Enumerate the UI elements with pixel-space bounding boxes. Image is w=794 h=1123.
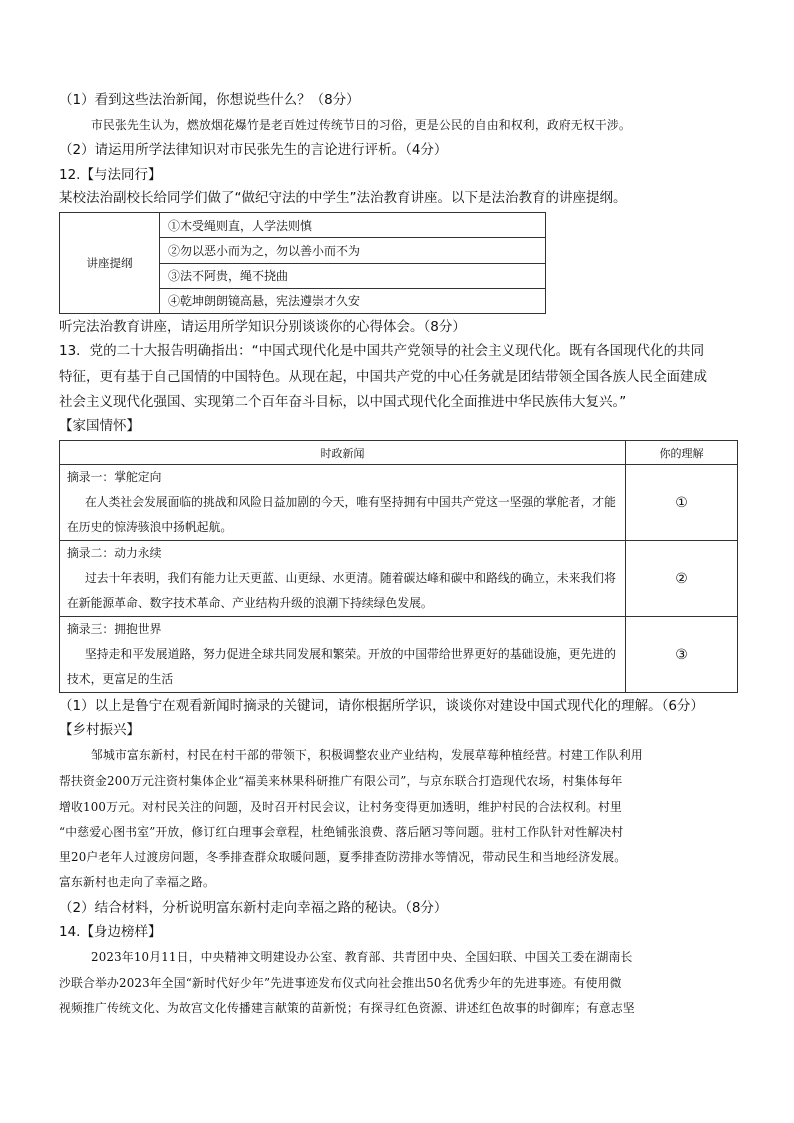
q13-stem: 13．党的二十大报告明确指出：“中国式现代化是中国共产党领导的社会主义现代化。既有各国现代化的共同 <box>59 343 705 359</box>
paragraph-line: 2023年10月11日，中央精神文明建设办公室、教育部、共青团中央、全国妇联、中国关工委在湖南长 <box>91 950 633 964</box>
answer-mark: ① <box>626 465 738 541</box>
news-text: 过去十年表明，我们有能力让天更蓝、山更绿、水更清。随着碳达峰和碳中和路线的确立，未来我们将在新能源革命、数字技术革命、产业结构升级的浪潮下持续绿色发展。 <box>67 571 616 610</box>
q14-title: 14.【身边榜样】 <box>59 924 162 940</box>
section-title: 【家国情怀】 <box>59 418 140 434</box>
q13-sub1: （1）以上是鲁宁在观看新闻时摘录的关键词，请你根据所学识，谈谈你对建设中国式现代化的理解。（6分） <box>59 698 704 714</box>
q11-quote: 市民张先生认为，燃放烟花爆竹是老百姓过传统节日的习俗，更是公民的自由和权利，政府无权干涉。 <box>91 118 631 132</box>
answer-mark: ② <box>626 541 738 617</box>
paragraph-line: 沙联合举办2023年全国“新时代好少年”先进事迹发布仪式向社会推出50名优秀少年的先进事迹。有使用微 <box>59 976 622 990</box>
news-cell <box>60 465 626 541</box>
column-header: 你的理解 <box>626 441 738 465</box>
news-cell <box>60 541 626 617</box>
outline-header: 讲座提纲 <box>60 213 160 314</box>
news-text: 在人类社会发展面临的挑战和风险日益加剧的今天，唯有坚持拥有中国共产党这一坚强的掌舵者，才能在历史的惊涛骇浪中扬帆起航。 <box>67 495 616 534</box>
paragraph-line: 里20户老年人过渡房问题，冬季排查群众取暖问题，夏季排查防涝排水等情况，带动民生和当地经济发展。 <box>59 850 627 864</box>
q13-sub2: （2）结合材料，分析说明富东新村走向幸福之路的秘诀。（8分） <box>59 900 448 916</box>
answer-mark: ③ <box>626 617 738 693</box>
outline-item: ③法不阿贵，绳不挠曲 <box>160 263 546 288</box>
news-table <box>59 440 738 693</box>
news-text: 坚持走和平发展道路，努力促进全球共同发展和繁荣。开放的中国带给世界更好的基础设施，更先进的技术，更富足的生活 <box>67 647 616 686</box>
q11-sub2: （2）请运用所学法律知识对市民张先生的言论进行评析。（4分） <box>59 142 448 158</box>
paragraph-line: 富东新村也走向了幸福之路。 <box>59 875 215 889</box>
q13-stem: 特征，更有基于自己国情的中国特色。从现在起，中国共产党的中心任务就是团结带领全国各族人民全面建成 <box>59 369 707 385</box>
q12-intro: 某校法治副校长给同学们做了“做纪守法的中学生”法治教育讲座。以下是法治教育的讲座提纲。 <box>59 190 627 206</box>
lecture-outline-table <box>59 212 546 314</box>
q12-title: 12.【与法同行】 <box>59 167 162 183</box>
news-title: 摘录二：动力永续 <box>67 546 162 560</box>
column-header: 时政新闻 <box>60 441 626 465</box>
paragraph-line: 邹城市富东新村，村民在村干部的带领下，积极调整农业产业结构，发展草莓种植经营。村建工作队利用 <box>91 748 643 762</box>
section-title: 【乡村振兴】 <box>59 722 140 738</box>
q11-sub1: （1）看到这些法治新闻，你想说些什么？（8分） <box>59 92 360 108</box>
outline-item: ①木受绳则直，人学法则慎 <box>160 213 546 238</box>
paragraph-line: 帮扶资金200万元注资村集体企业“福美来林果科研推广有限公司”，与京东联合打造现代农场，村集体每年 <box>59 774 623 788</box>
paragraph-line: 增收100万元。对村民关注的问题，及时召开村民会议，让村务变得更加透明，维护村民的合法权利。村里 <box>59 800 622 814</box>
news-title: 摘录三：拥抱世界 <box>67 622 162 636</box>
paragraph-line: “中慈爱心图书室”开放，修订红白理事会章程，杜绝铺张浪费、落后陋习等问题。驻村工作队针对性解决村 <box>59 825 624 839</box>
news-cell <box>60 617 626 693</box>
outline-item: ④乾坤朗朗镜高悬，宪法遵崇才久安 <box>160 288 546 313</box>
outline-item: ②勿以恶小而为之，勿以善小而不为 <box>160 238 546 263</box>
paragraph-line: 视频推广传统文化、为故宫文化传播建言献策的苗新悦；有探寻红色资源、讲述红色故事的时御库；有意志坚 <box>59 1001 635 1015</box>
q13-stem: 社会主义现代化强国、实现第二个百年奋斗目标，以中国式现代化全面推进中华民族伟大复兴。” <box>59 394 627 410</box>
news-title: 摘录一：掌舵定向 <box>67 470 162 484</box>
q12-question: 听完法治教育讲座，请运用所学知识分别谈谈你的心得体会。（8分） <box>59 319 466 335</box>
